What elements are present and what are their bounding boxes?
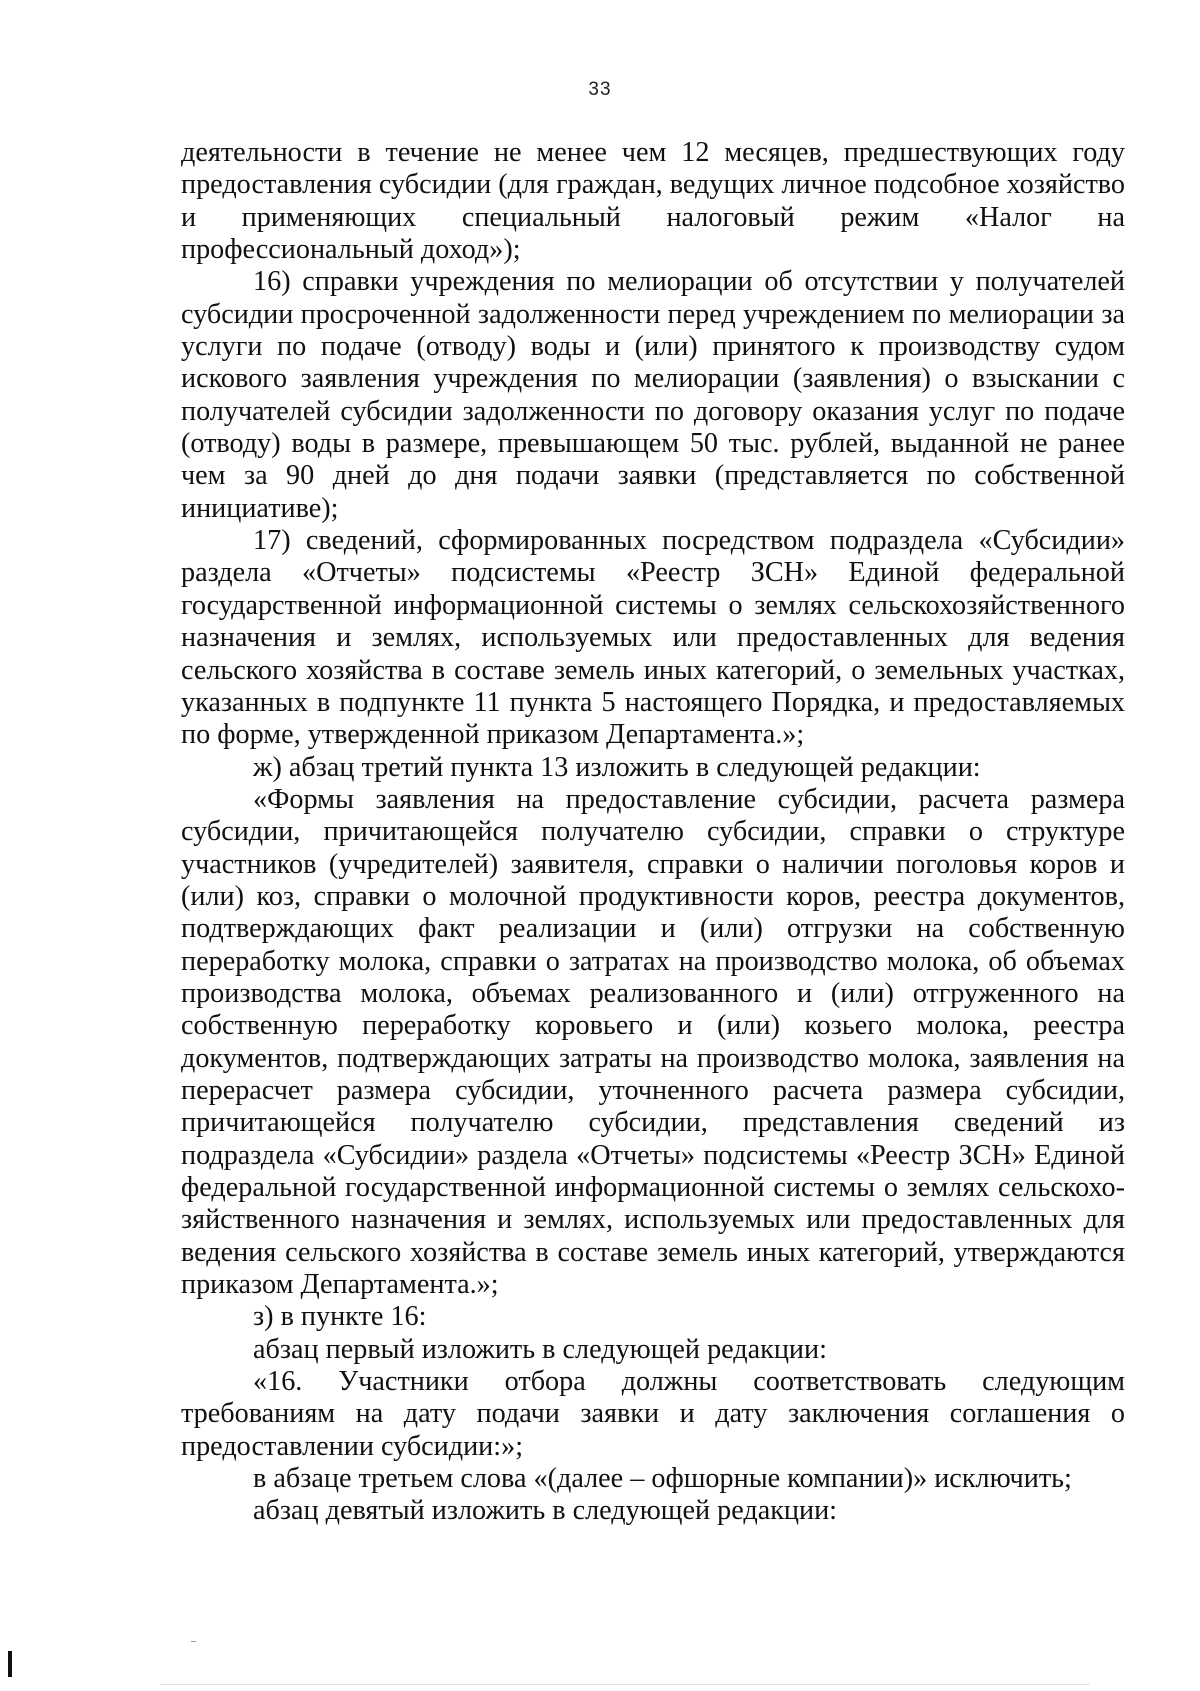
paragraph-first-abzac: абзац первый изложить в следующей редакции:	[253, 1333, 827, 1365]
paragraph-amendment-zh: ж) абзац третий пункта 13 изложить в следующей редакции:	[253, 751, 981, 783]
paragraph-continuation: деятельности в течение не менее чем 12 месяцев, предшествующих году предоставления субсидии (для граждан, ведущих личное подсобное хозяйство и применяющих специальный налоговый режим «Налог на профессиональный доход»);	[181, 137, 1125, 266]
paragraph-item-17: 17) сведений, сформированных посредством подраздела «Субсидии» раздела «Отчеты» подсистемы «Реестр ЗСН» Единой федеральной государственной информационной системы о землях сельскохозяйственного назначения и землях, используемых или предоставленных для ведения сельского хозяйства в составе земель иных категорий, о земельных участках, указанных в подпункте 11 пункта 5 настоящего Порядка, и предоставляемых по форме, утвержденной приказом Департамента.»;	[181, 525, 1125, 751]
paragraph-item-16: 16) справки учреждения по мелиорации об отсутствии у получателей субсидии просроченной задолженности перед учреждением по мелиорации за услуги по подаче (отводу) воды и (или) принятого к производству судом искового заявления учреждения по мелиорации (заявления) о взыскании с получателей субсидии задолженности по договору оказания услуг по подаче (отводу) воды в размере, превышающем 50 тыс. рублей, выданной не ранее чем за 90 дней до дня подачи заявки (представляется по собственной инициативе);	[181, 266, 1125, 524]
paragraph-ninth-abzac: абзац девятый изложить в следующей редакции:	[253, 1495, 838, 1527]
document-body	[181, 137, 1125, 1528]
scan-edge-mark	[8, 1651, 12, 1677]
paragraph-third-abzac: в абзаце третьем слова «(далее – офшорные компании)» исключить;	[253, 1463, 1072, 1495]
scan-dust-line	[160, 1684, 1090, 1685]
paragraph-item-16-requirements: «16. Участники отбора должны соответствовать следующим требованиям на дату подачи заявки и дату заключения соглашения о предоставлении субсидии:»;	[181, 1366, 1125, 1462]
scan-speck	[191, 1641, 196, 1642]
paragraph-forms-list: «Формы заявления на предоставление субсидии, расчета размера субсидии, причитающейся получателю субсидии, справки о структуре участников (учредителей) заявителя, справки о наличии поголовья коров и (или) коз, справки о молочной продуктивности коров, реестра документов, подтверждающих факт реализации и (или) отгрузки на собственную переработку молока, справки о затратах на производство молока, об объемах производства молока, объемах реализованного и (или) отгруженного на собственную переработку коровьего и (или) козьего молока, реестра документов, подтверждающих затраты на производство молока, заявления на перерасчет размера субсидии, уточненного расчета размера субсидии, причитающейся получателю субсидии, представления сведений из подраздела «Субсидии» раздела «Отчеты» подсистемы «Реестр ЗСН» Единой федеральной государственной информационной системы о землях сельскохозяйственного назначения и землях, используемых или предоставленных для ведения сельского хозяйства в составе земель иных категорий, утверждаются приказом Департамента.»;	[181, 783, 1125, 1301]
paragraph-amendment-z: з) в пункте 16:	[253, 1301, 427, 1333]
page-number: 33	[588, 79, 612, 100]
